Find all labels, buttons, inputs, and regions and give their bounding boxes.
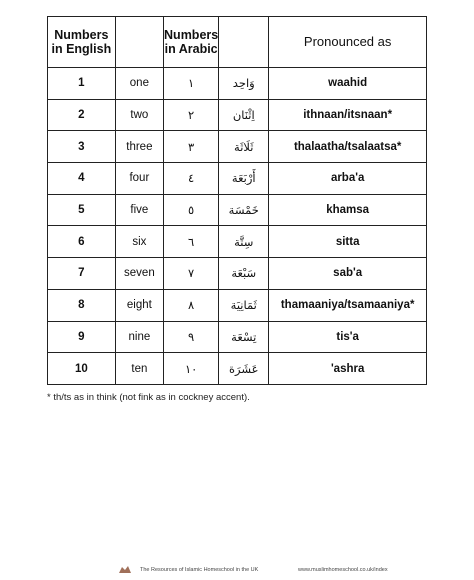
row-arabic-word: سَبْعَة xyxy=(219,258,269,290)
row-arabic-digit: ٨ xyxy=(164,289,219,321)
row-english-word: five xyxy=(115,194,163,226)
header-blank-2 xyxy=(219,17,269,68)
row-english-word: six xyxy=(115,226,163,258)
row-arabic-digit: ٣ xyxy=(164,131,219,163)
row-pronunciation: sitta xyxy=(269,226,427,258)
row-number: 4 xyxy=(48,163,116,195)
table-row xyxy=(48,68,427,100)
row-number: 2 xyxy=(48,99,116,131)
row-english-word: two xyxy=(115,99,163,131)
table-row xyxy=(48,99,427,131)
row-arabic-word: وَاحِد xyxy=(219,68,269,100)
row-pronunciation: sab'a xyxy=(269,258,427,290)
row-arabic-word: ثَمَانِيَة xyxy=(219,289,269,321)
row-arabic-word: اِثْنَان xyxy=(219,99,269,131)
row-pronunciation: thamaaniya/tsamaaniya* xyxy=(269,289,427,321)
footer xyxy=(0,564,474,576)
row-arabic-digit: ٤ xyxy=(164,163,219,195)
row-pronunciation: tis'a xyxy=(269,321,427,353)
table-row xyxy=(48,131,427,163)
row-number: 10 xyxy=(48,353,116,385)
table-row xyxy=(48,353,427,385)
row-arabic-digit: ١٠ xyxy=(164,353,219,385)
table-row xyxy=(48,321,427,353)
numbers-table xyxy=(47,16,427,385)
row-arabic-digit: ٧ xyxy=(164,258,219,290)
header-blank-1 xyxy=(115,17,163,68)
row-number: 3 xyxy=(48,131,116,163)
table-row xyxy=(48,194,427,226)
row-pronunciation: 'ashra xyxy=(269,353,427,385)
row-arabic-digit: ٩ xyxy=(164,321,219,353)
row-arabic-word: سِتَّة xyxy=(219,226,269,258)
header-english: Numbers in English xyxy=(48,17,116,68)
row-english-word: three xyxy=(115,131,163,163)
row-english-word: one xyxy=(115,68,163,100)
row-arabic-word: تِسْعَة xyxy=(219,321,269,353)
table-row xyxy=(48,289,427,321)
row-arabic-digit: ٥ xyxy=(164,194,219,226)
footer-site: www.muslimhomeschool.co.uk/index xyxy=(298,567,388,573)
row-arabic-digit: ١ xyxy=(164,68,219,100)
row-pronunciation: arba'a xyxy=(269,163,427,195)
row-pronunciation: khamsa xyxy=(269,194,427,226)
row-english-word: nine xyxy=(115,321,163,353)
row-pronunciation: thalaatha/tsalaatsa* xyxy=(269,131,427,163)
row-number: 1 xyxy=(48,68,116,100)
table-row xyxy=(48,258,427,290)
table-body xyxy=(48,68,427,385)
row-number: 8 xyxy=(48,289,116,321)
row-arabic-digit: ٢ xyxy=(164,99,219,131)
row-arabic-digit: ٦ xyxy=(164,226,219,258)
row-english-word: seven xyxy=(115,258,163,290)
row-arabic-word: خَمْسَة xyxy=(219,194,269,226)
header-row xyxy=(48,17,427,68)
row-number: 7 xyxy=(48,258,116,290)
row-arabic-word: عَشَرَة xyxy=(219,353,269,385)
row-number: 9 xyxy=(48,321,116,353)
footer-credit: The Resources of Islamic Homeschool in the UK xyxy=(140,567,259,573)
row-english-word: eight xyxy=(115,289,163,321)
header-arabic: Numbers in Arabic xyxy=(164,17,219,68)
table-row xyxy=(48,226,427,258)
row-number: 5 xyxy=(48,194,116,226)
logo-icon xyxy=(118,564,132,574)
row-arabic-word: أَرْبَعَة xyxy=(219,163,269,195)
table-row xyxy=(48,163,427,195)
row-english-word: ten xyxy=(115,353,163,385)
row-pronunciation: ithnaan/itsnaan* xyxy=(269,99,427,131)
row-number: 6 xyxy=(48,226,116,258)
row-pronunciation: waahid xyxy=(269,68,427,100)
row-arabic-word: ثَلَاثَة xyxy=(219,131,269,163)
footnote: * th/ts as in think (not fink as in cockney accent). xyxy=(47,392,250,403)
row-english-word: four xyxy=(115,163,163,195)
header-pronounced: Pronounced as xyxy=(269,17,427,68)
